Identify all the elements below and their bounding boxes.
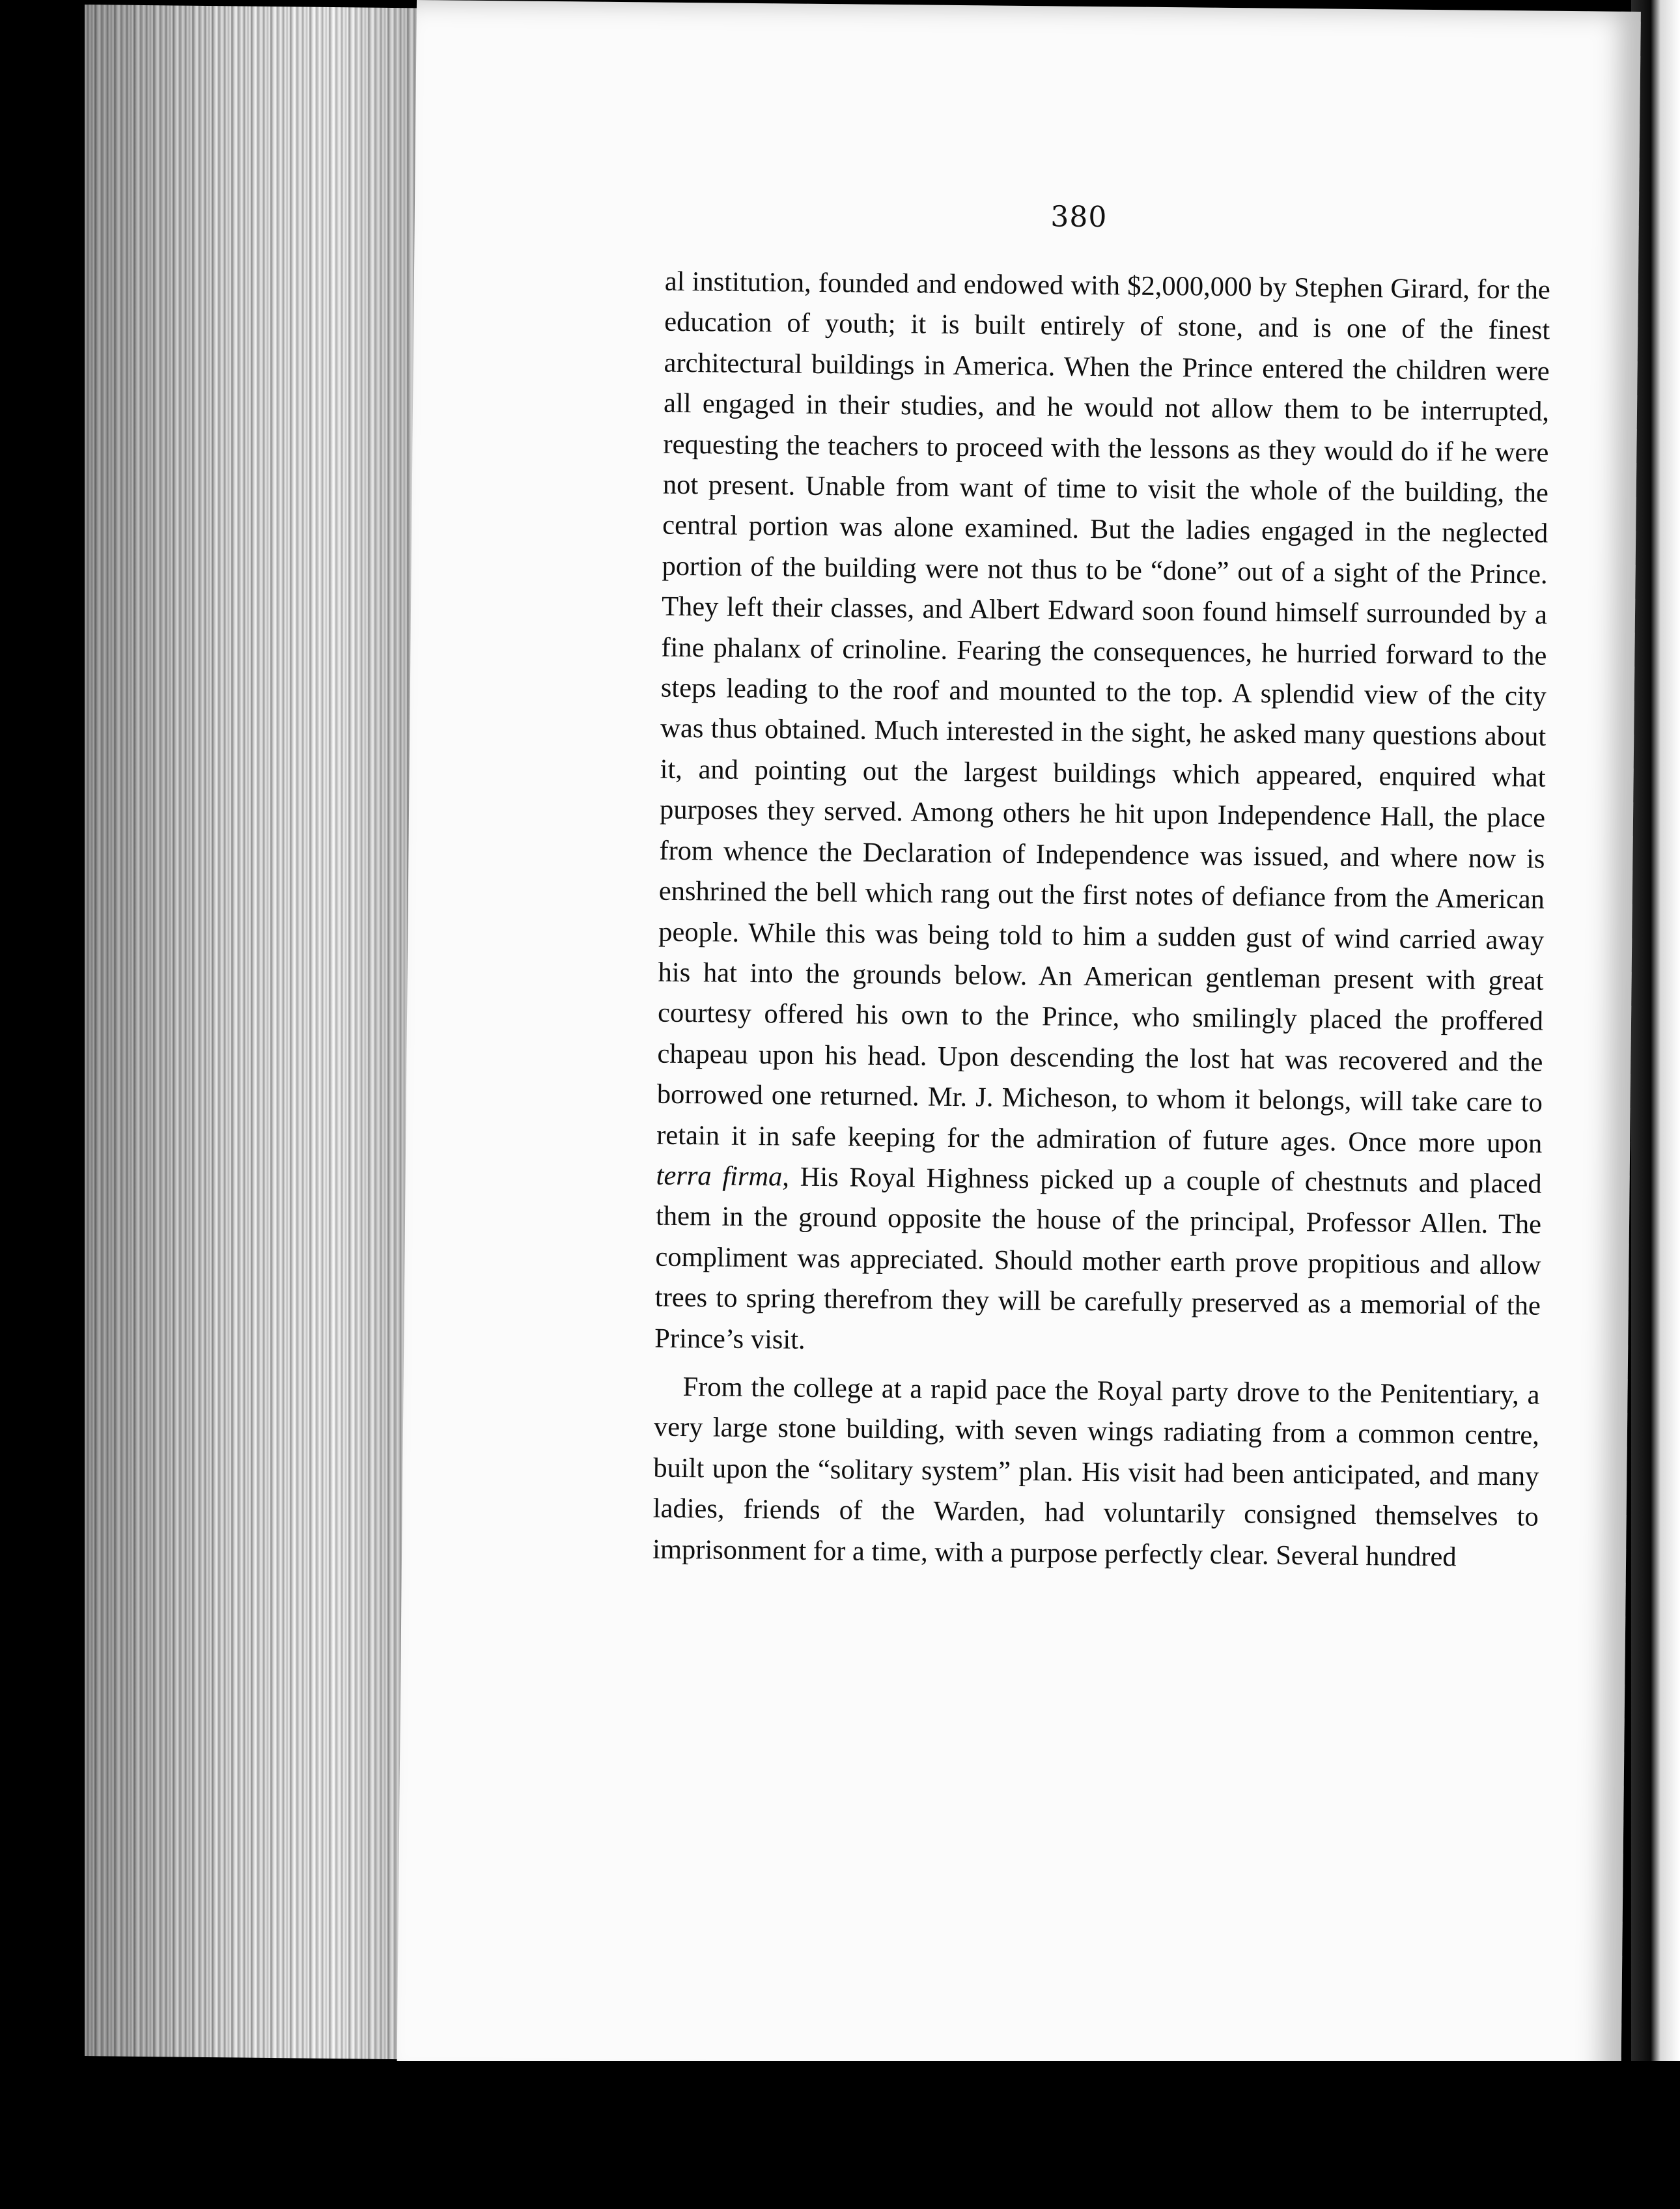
paragraph-1-italic-phrase: terra firma <box>656 1160 783 1192</box>
paragraph-1-text-a: al institution, founded and endowed with $2,000,000 by Stephen Girard, for the education of youth; it is built entirely of stone, and is one of the finest architectural buildings in America. When the Prince entered the children were all engaged in their studies, and he would not allow them to be interrupted, requesting the teachers to proceed with the lessons as they would do if he were not present. Unable from want of time to visit the whole of the building, the central portion was alone examined. But the ladies engaged in the neglected portion of the building were not thus to be “done” out of a sight of the Prince. They left their classes, and Albert Edward soon found himself surrounded by a fine phalanx of crinoline. Fearing the consequences, he hurried forward to the steps leading to the roof and mounted to the top. A splendid view of the city was thus obtained. Much interested in the sight, he asked many questions about it, and pointing out the largest buildings which appeared, enquired what purposes they served. Among others he hit upon Independence Hall, the place from whence the Declaration of Independence was issued, and where now is enshrined the bell which rang out the first notes of defiance from the American people. While this was being told to him a sudden gust of wind carried away his hat into the grounds below. An American gentleman present with great courtesy offered his own to the Prince, who smilingly placed the proffered chapeau upon his head. Upon descending the lost hat was recovered and the borrowed one returned. Mr. J. Micheson, to whom it belongs, will take care to retain it in safe keeping for the admiration of future ages. Once more upon <box>656 266 1551 1159</box>
book-spine-edge <box>1631 0 1680 2084</box>
body-text <box>652 262 1550 1579</box>
page-number: 380 <box>1050 200 1108 234</box>
paragraph-2: From the college at a rapid pace the Royal party drove to the Penitentiary, a very large stone building, with seven wings radiating from a common centre, built upon the “solitary system” plan. His visit had been anticipated, and many ladies, friends of the Warden, had voluntarily consigned themselves to imprisonment for a time, with a purpose perfectly clear. Several hundred <box>652 1371 1540 1573</box>
page-edges <box>85 5 453 2060</box>
bottom-shadow <box>78 2061 1680 2209</box>
paragraph-1-text-b: , His Royal Highness picked up a couple of chestnuts and placed them in the ground opposite the house of the principal, Professor Allen. The compliment was appreciated. Should mother earth prove propitious and allow trees to spring therefrom they will be carefully preserved as a memorial of the Prince’s visit. <box>654 1161 1542 1355</box>
paragraph-1 <box>654 262 1550 1368</box>
book-page <box>397 0 1641 2096</box>
